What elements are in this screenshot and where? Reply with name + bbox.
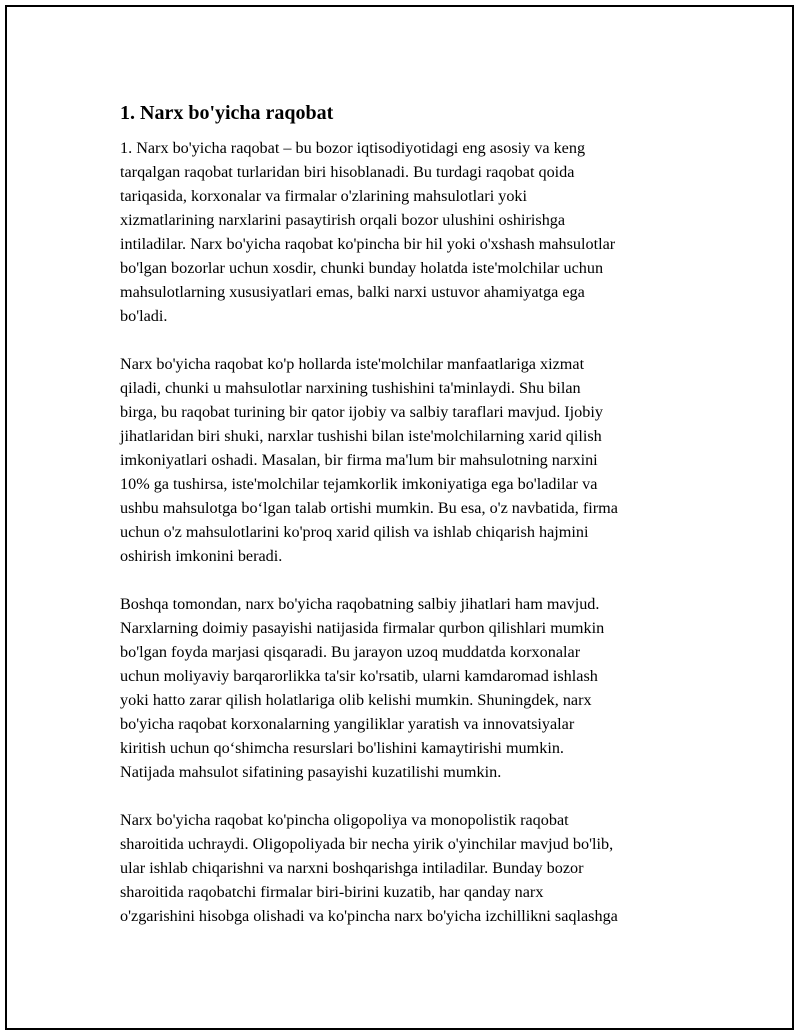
- text-line: yoki hatto zarar qilish holatlariga olib kelishi mumkin. Shuningdek, narx: [120, 691, 592, 709]
- text-line: oshirish imkonini beradi.: [120, 547, 283, 565]
- text-line: uchun moliyaviy barqarorlikka ta'sir ko'rsatib, ularni kamdaromad ishlash: [120, 667, 598, 685]
- text-line: uchun o'z mahsulotlarini ko'proq xarid qilish va ishlab chiqarish hajmini: [120, 523, 589, 541]
- text-line: Narxlarning doimiy pasayishi natijasida firmalar qurbon qilishlari mumkin: [120, 619, 605, 637]
- text-line: tariqasida, korxonalar va firmalar o'zlarining mahsulotlari yoki: [120, 187, 528, 205]
- paragraph: [120, 352, 700, 568]
- text-line: tarqalgan raqobat turlaridan biri hisoblanadi. Bu turdagi raqobat qoida: [120, 163, 575, 181]
- text-line: 1. Narx bo'yicha raqobat – bu bozor iqtisodiyotidagi eng asosiy va keng: [120, 139, 586, 157]
- text-line: jihatlaridan biri shuki, narxlar tushishi bilan iste'molchilarning xarid qilish: [120, 427, 602, 445]
- text-line: kiritish uchun qo‘shimcha resurslari bo'lishini kamaytirishi mumkin.: [120, 739, 564, 757]
- text-line: xizmatlarining narxlarini pasaytirish orqali bozor ulushini oshirishga: [120, 211, 566, 229]
- text-line: Narx bo'yicha raqobat ko'pincha oligopoliya va monopolistik raqobat: [120, 811, 569, 829]
- text-line: sharoitida raqobatchi firmalar biri-birini kuzatib, har qanday narx: [120, 883, 544, 901]
- text-line: ushbu mahsulotga bo‘lgan talab ortishi mumkin. Bu esa, o'z navbatida, firma: [120, 499, 618, 517]
- text-line: imkoniyatlari oshadi. Masalan, bir firma ma'lum bir mahsulotning narxini: [120, 451, 598, 469]
- paragraph: [120, 808, 700, 928]
- text-line: intiladilar. Narx bo'yicha raqobat ko'pincha bir hil yoki o'xshash mahsulotlar: [120, 235, 616, 253]
- document-body: [120, 100, 700, 952]
- text-line: Natijada mahsulot sifatining pasayishi kuzatilishi mumkin.: [120, 763, 502, 781]
- text-line: o'zgarishini hisobga olishadi va ko'pincha narx bo'yicha izchillikni saqlashga: [120, 907, 618, 925]
- paragraph: [120, 592, 700, 784]
- text-line: bo'yicha raqobat korxonalarning yangiliklar yaratish va innovatsiyalar: [120, 715, 575, 733]
- text-line: Boshqa tomondan, narx bo'yicha raqobatning salbiy jihatlari ham mavjud.: [120, 595, 600, 613]
- paragraph: [120, 136, 700, 328]
- text-line: 10% ga tushirsa, iste'molchilar tejamkorlik imkoniyatiga ega bo'ladilar va: [120, 475, 598, 493]
- text-line: birga, bu raqobat turining bir qator ijobiy va salbiy taraflari mavjud. Ijobiy: [120, 403, 603, 421]
- text-line: mahsulotlarning xususiyatlari emas, balki narxi ustuvor ahamiyatga ega: [120, 283, 585, 301]
- section-heading: 1. Narx bo'yicha raqobat: [120, 102, 334, 124]
- page-frame: [5, 5, 794, 1030]
- text-line: ular ishlab chiqarishni va narxni boshqarishga intiladilar. Bunday bozor: [120, 859, 584, 877]
- text-line: bo'lgan bozorlar uchun xosdir, chunki bunday holatda iste'molchilar uchun: [120, 259, 604, 277]
- text-line: Narx bo'yicha raqobat ko'p hollarda iste'molchilar manfaatlariga xizmat: [120, 355, 585, 373]
- text-line: bo'ladi.: [120, 307, 168, 325]
- text-line: bo'lgan foyda marjasi qisqaradi. Bu jarayon uzoq muddatda korxonalar: [120, 643, 581, 661]
- text-line: qiladi, chunki u mahsulotlar narxining tushishini ta'minlaydi. Shu bilan: [120, 379, 581, 397]
- text-line: sharoitida uchraydi. Oligopoliyada bir necha yirik o'yinchilar mavjud bo'lib,: [120, 835, 614, 853]
- paragraphs-container: [120, 136, 700, 928]
